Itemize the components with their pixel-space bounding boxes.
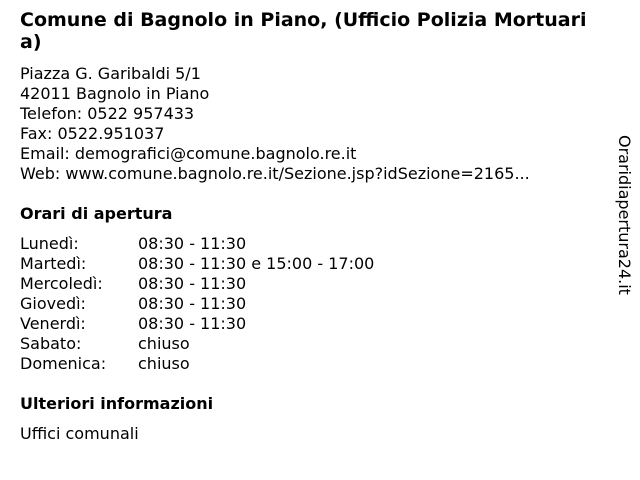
contact-info bbox=[20, 64, 530, 184]
hours-value: 08:30 - 11:30 bbox=[138, 294, 247, 313]
email-address: Email: demografici@comune.bagnolo.re.it bbox=[20, 144, 357, 163]
hours-row-thursday bbox=[20, 294, 440, 314]
opening-hours-heading: Orari di apertura bbox=[20, 204, 173, 223]
fax-number: Fax: 0522.951037 bbox=[20, 124, 165, 143]
hours-value: chiuso bbox=[138, 354, 190, 373]
hours-value: 08:30 - 11:30 e 15:00 - 17:00 bbox=[138, 254, 375, 273]
hours-row-sunday bbox=[20, 354, 440, 374]
opening-hours-table bbox=[20, 234, 440, 374]
more-info-text: Uffici comunali bbox=[20, 424, 139, 443]
hours-value: 08:30 - 11:30 bbox=[138, 274, 247, 293]
hours-row-saturday bbox=[20, 334, 440, 354]
page-title: Comune di Bagnolo in Piano, (Ufficio Polizia Mortuaria) bbox=[20, 9, 587, 53]
hours-row-friday bbox=[20, 314, 440, 334]
day-label: Domenica: bbox=[20, 354, 107, 373]
day-label: Mercoledì: bbox=[20, 274, 103, 293]
hours-row-monday bbox=[20, 234, 440, 254]
day-label: Venerdì: bbox=[20, 314, 86, 333]
day-label: Lunedì: bbox=[20, 234, 79, 253]
day-label: Martedì: bbox=[20, 254, 87, 273]
website-link: Web: www.comune.bagnolo.re.it/Sezione.jsp?idSezione=2165... bbox=[20, 164, 530, 183]
hours-value: 08:30 - 11:30 bbox=[138, 234, 247, 253]
hours-row-wednesday bbox=[20, 274, 440, 294]
phone-number: Telefon: 0522 957433 bbox=[20, 104, 195, 123]
hours-value: chiuso bbox=[138, 334, 190, 353]
more-info-heading: Ulteriori informazioni bbox=[20, 394, 214, 413]
day-label: Sabato: bbox=[20, 334, 82, 353]
site-brand-watermark: Oraridiapertura24.it bbox=[615, 135, 634, 295]
hours-value: 08:30 - 11:30 bbox=[138, 314, 247, 333]
hours-row-tuesday bbox=[20, 254, 440, 274]
day-label: Giovedì: bbox=[20, 294, 86, 313]
address-city: 42011 Bagnolo in Piano bbox=[20, 84, 210, 103]
address-street: Piazza G. Garibaldi 5/1 bbox=[20, 64, 201, 83]
